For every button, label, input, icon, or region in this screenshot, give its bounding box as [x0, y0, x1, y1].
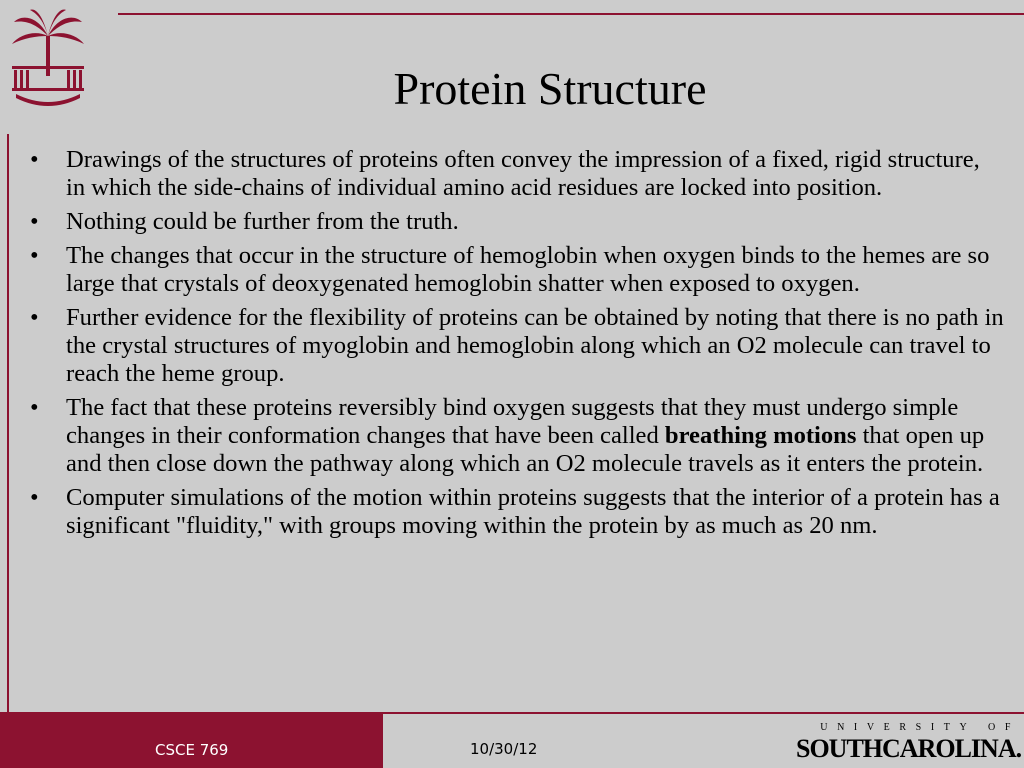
footer-course: CSCE 769	[155, 741, 229, 759]
usc-wordmark-bottom: SOUTHCAROLINA.	[796, 734, 1022, 763]
bullet-dot: •	[30, 484, 39, 511]
list-item	[30, 394, 1005, 478]
bullet-text-before: The fact that these proteins reversibly bind oxygen suggests that they must undergo simple changes in their conformation changes that have been called	[66, 394, 959, 449]
usc-wordmark-logo	[796, 722, 1020, 764]
footer-date: 10/30/12	[470, 740, 538, 758]
bullet-dot: •	[30, 146, 39, 173]
slide-title: Protein Structure	[393, 63, 707, 114]
bullet-text: Drawings of the structures of proteins often convey the impression of a fixed, rigid structure, in which the side-chains of individual amino acid residues are locked into position.	[66, 146, 980, 201]
bullet-text: Computer simulations of the motion within proteins suggests that the interior of a protein has a significant "fluidity," with groups moving within the protein by as much as 20 nm.	[66, 484, 1000, 539]
bullet-list	[30, 146, 1005, 546]
list-item	[30, 242, 1005, 298]
list-item	[30, 304, 1005, 388]
list-item	[30, 146, 1005, 202]
bullet-text: Further evidence for the flexibility of proteins can be obtained by noting that there is no path in the crystal structures of myoglobin and hemoglobin along which an O2 molecule can travel to reach the heme group.	[66, 304, 1004, 387]
bullet-dot: •	[30, 304, 39, 331]
bullet-text-after: that open up and then close down the pathway along which an O2 molecule travels as it enters the protein.	[66, 422, 985, 477]
bullet-dot: •	[30, 242, 39, 269]
usc-wordmark-top: UNIVERSITY OF	[820, 722, 1020, 733]
bullet-text: Nothing could be further from the truth.	[66, 208, 459, 235]
list-item	[30, 208, 1005, 236]
top-rule	[118, 13, 1024, 15]
bullet-dot: •	[30, 394, 39, 421]
palmetto-seal-logo	[8, 6, 88, 110]
bullet-text: The changes that occur in the structure of hemoglobin when oxygen binds to the hemes are so large that crystals of deoxygenated hemoglobin shatter when exposed to oxygen.	[66, 242, 990, 297]
bullet-dot: •	[30, 208, 39, 235]
bullet-bold-term: breathing motions	[664, 422, 857, 449]
footer-course-bar	[0, 714, 383, 768]
left-rule	[7, 134, 9, 768]
list-item	[30, 484, 1005, 540]
